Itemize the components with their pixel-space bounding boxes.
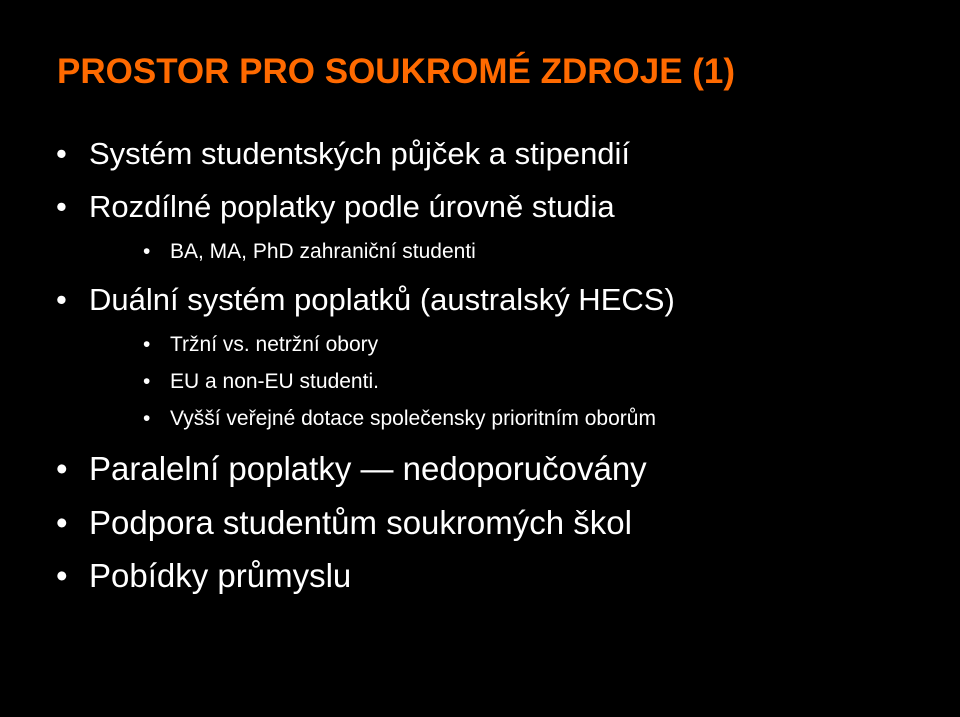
bullet-item-dual-fee-system [56,282,675,318]
bullet-item-private-school-support [56,504,632,542]
sub-bullet-item-text: BA, MA, PhD zahraniční studenti [170,240,476,263]
bullet-item-text: Systém studentských půjček a stipendií [89,136,631,171]
sub-bullet-item-text: Tržní vs. netržní obory [170,333,379,356]
bullet-item-text: Pobídky průmyslu [89,557,352,594]
bullet-item-industry-incentives [56,557,351,595]
sub-bullet-item-market-fields [143,332,378,358]
sub-bullet-item-eu-students [143,369,379,395]
bullet-icon: • [143,333,151,356]
slide-title: PROSTOR PRO SOUKROMÉ ZDROJE (1) [57,52,736,91]
bullet-icon: • [56,557,68,594]
bullet-item-differing-fees [56,189,615,225]
bullet-item-text: Duální systém poplatků (australský HECS) [89,282,675,317]
sub-bullet-item-text: EU a non-EU studenti. [170,370,379,393]
bullet-item-parallel-fees [56,450,647,488]
bullet-item-text: Podpora studentům soukromých škol [89,504,632,541]
bullet-icon: • [56,189,67,224]
bullet-item-text: Rozdílné poplatky podle úrovně studia [89,189,615,224]
bullet-icon: • [56,136,67,171]
sub-bullet-item-degree-levels [143,239,476,265]
bullet-icon: • [56,450,68,487]
bullet-item-text: Paralelní poplatky — nedoporučovány [89,450,647,487]
bullet-icon: • [56,282,67,317]
bullet-item-student-loans [56,136,630,172]
bullet-icon: • [143,407,151,430]
sub-bullet-item-public-subsidies [143,406,656,432]
bullet-icon: • [143,240,151,263]
bullet-icon: • [56,504,68,541]
sub-bullet-item-text: Vyšší veřejné dotace společensky prioritním oborům [170,407,656,430]
bullet-icon: • [143,370,151,393]
